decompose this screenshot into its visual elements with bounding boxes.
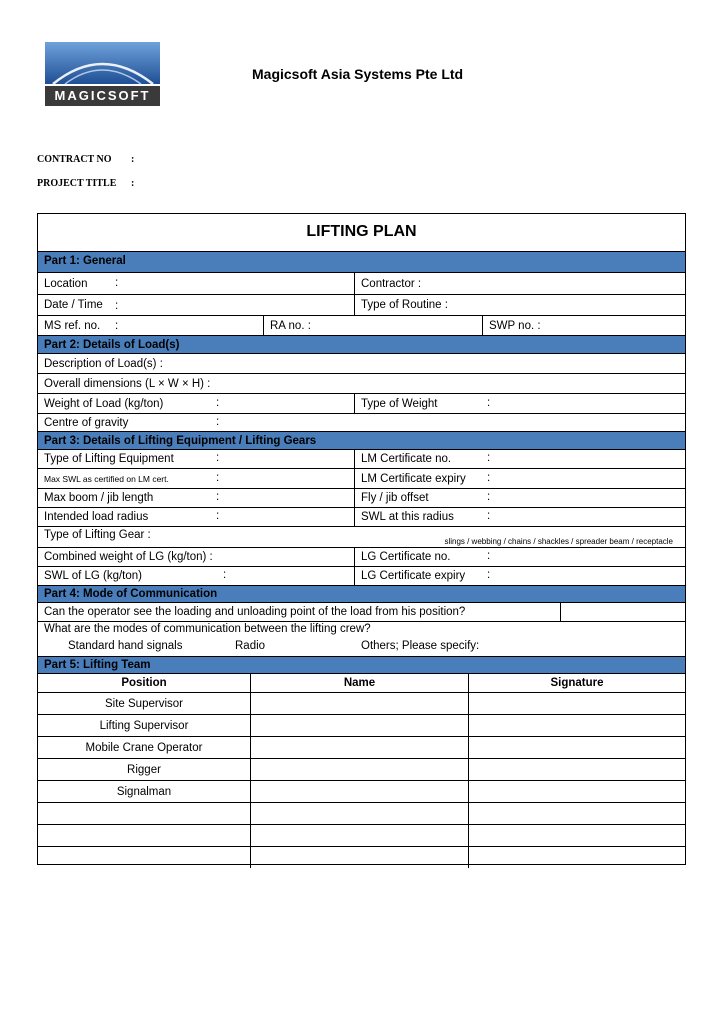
team-position: Mobile Crane Operator: [85, 741, 203, 754]
project-title-label: PROJECT TITLE: [37, 178, 117, 189]
col-signature: Signature: [468, 674, 685, 692]
opt-others[interactable]: Others; Please specify:: [361, 640, 480, 652]
team-header-row: [38, 674, 685, 693]
type-equipment-label: Type of Lifting Equipment: [44, 453, 174, 465]
lm-cert-label: LM Certificate no.: [354, 450, 685, 468]
company-logo: [45, 42, 160, 106]
colon: :: [216, 397, 220, 409]
row-weight: [38, 394, 685, 414]
colon: :: [115, 300, 119, 312]
colon: :: [115, 277, 119, 289]
row-equipment: [38, 450, 685, 469]
part5-heading: Part 5: Lifting Team: [38, 657, 685, 674]
team-signature-cell[interactable]: [468, 715, 685, 736]
ra-no-label: RA no. :: [263, 316, 482, 335]
col-name: Name: [250, 674, 468, 692]
team-position: Lifting Supervisor: [99, 719, 189, 732]
contract-no-field: [37, 154, 134, 165]
logo-text: MAGICSOFT: [54, 88, 151, 103]
contract-no-label: CONTRACT NO: [37, 154, 112, 165]
team-name-cell[interactable]: [250, 715, 468, 736]
team-position: Site Supervisor: [105, 697, 183, 710]
gear-options: slings / webbing / chains / shackles / spreader beam / receptacle: [444, 537, 673, 546]
lifting-plan-form: [37, 213, 686, 865]
row-boom: [38, 489, 685, 508]
row-combined: [38, 548, 685, 567]
team-position: Rigger: [127, 763, 161, 776]
team-signature-cell[interactable]: [468, 737, 685, 758]
opt-radio[interactable]: Radio: [235, 640, 266, 652]
row-date: [38, 295, 685, 316]
swp-no-label: SWP no. :: [482, 316, 685, 335]
type-weight-label: Type of Weight: [354, 394, 685, 413]
team-signature-cell[interactable]: [468, 781, 685, 802]
team-position: [38, 825, 250, 846]
lg-expiry-label: LG Certificate expiry: [354, 567, 685, 585]
colon: :: [216, 510, 220, 522]
colon: :: [216, 472, 220, 484]
dimensions-label: Overall dimensions (L × W × H) :: [44, 377, 211, 390]
colon: :: [487, 452, 491, 464]
type-gear-label: Type of Lifting Gear :: [44, 529, 151, 541]
colon: :: [487, 491, 491, 503]
colon: :: [223, 569, 227, 581]
company-name: Magicsoft Asia Systems Pte Ltd: [252, 66, 464, 82]
colon: :: [216, 452, 220, 464]
part2-heading: Part 2: Details of Load(s): [38, 336, 685, 354]
swl-lg-label: SWL of LG (kg/ton): [44, 570, 142, 582]
fly-jib-label: Fly / jib offset: [354, 489, 685, 507]
colon: :: [487, 397, 491, 409]
team-row: [38, 693, 685, 715]
location-label: Location: [44, 277, 88, 290]
colon: :: [216, 416, 220, 428]
lg-cert-label: LG Certificate no.: [354, 548, 685, 566]
weight-label: Weight of Load (kg/ton): [44, 397, 164, 410]
max-boom-label: Max boom / jib length: [44, 492, 154, 504]
colon: :: [487, 510, 491, 522]
col-position: Position: [121, 677, 167, 689]
team-name-cell[interactable]: [250, 825, 468, 846]
colon: :: [131, 178, 135, 189]
q1-answer[interactable]: [560, 603, 685, 621]
team-row: [38, 825, 685, 847]
team-signature-cell[interactable]: [468, 847, 685, 868]
part1-heading: Part 1: General: [38, 252, 685, 273]
row-cog: [38, 414, 685, 432]
contractor-label: Contractor :: [354, 273, 685, 294]
team-position: [38, 803, 250, 824]
team-signature-cell[interactable]: [468, 759, 685, 780]
row-location: [38, 273, 685, 295]
team-name-cell[interactable]: [250, 803, 468, 824]
team-name-cell[interactable]: [250, 759, 468, 780]
part3-heading: Part 3: Details of Lifting Equipment / Lifting Gears: [38, 432, 685, 450]
team-position: Signalman: [116, 785, 172, 798]
lm-expiry-label: LM Certificate expiry: [354, 469, 685, 488]
row-swl-lg: [38, 567, 685, 586]
team-name-cell[interactable]: [250, 693, 468, 714]
radius-label: Intended load radius: [44, 511, 149, 523]
team-name-cell[interactable]: [250, 781, 468, 802]
colon: :: [487, 569, 491, 581]
row-description: [38, 354, 685, 374]
q1-label: Can the operator see the loading and unloading point of the load from his position?: [44, 606, 466, 618]
colon: :: [115, 320, 119, 332]
description-label: Description of Load(s) :: [44, 357, 163, 370]
colon: :: [216, 491, 220, 503]
max-swl-label: Max SWL as certified on LM cert.: [44, 473, 169, 484]
row-radius: [38, 508, 685, 527]
team-row: [38, 781, 685, 803]
row-q2: [38, 622, 685, 657]
team-signature-cell[interactable]: [468, 825, 685, 846]
row-ms-ref: [38, 316, 685, 336]
team-position: [38, 847, 250, 868]
team-name-cell[interactable]: [250, 847, 468, 868]
opt-hand-signals[interactable]: Standard hand signals: [68, 640, 183, 652]
row-max-swl: [38, 469, 685, 489]
row-gear: [38, 527, 685, 548]
form-title: LIFTING PLAN: [38, 214, 685, 252]
colon: :: [131, 154, 135, 165]
date-time-label: Date / Time: [44, 299, 103, 311]
row-q1: [38, 603, 685, 622]
routine-label: Type of Routine :: [354, 295, 685, 315]
team-row: [38, 759, 685, 781]
cog-label: Centre of gravity: [44, 416, 129, 429]
q2-label: What are the modes of communication between the lifting crew?: [44, 623, 371, 635]
row-dimensions: [38, 374, 685, 394]
team-row: [38, 803, 685, 825]
ms-ref-label: MS ref. no.: [44, 319, 101, 332]
colon: :: [487, 472, 491, 484]
team-signature-cell[interactable]: [468, 693, 685, 714]
part4-heading: Part 4: Mode of Communication: [38, 586, 685, 603]
team-row: [38, 847, 685, 868]
project-title-field: [37, 178, 134, 189]
team-signature-cell[interactable]: [468, 803, 685, 824]
colon: :: [487, 550, 491, 562]
combined-weight-label: Combined weight of LG (kg/ton) :: [44, 551, 213, 563]
team-row: [38, 737, 685, 759]
team-name-cell[interactable]: [250, 737, 468, 758]
team-row: [38, 715, 685, 737]
swl-radius-label: SWL at this radius: [354, 508, 685, 526]
